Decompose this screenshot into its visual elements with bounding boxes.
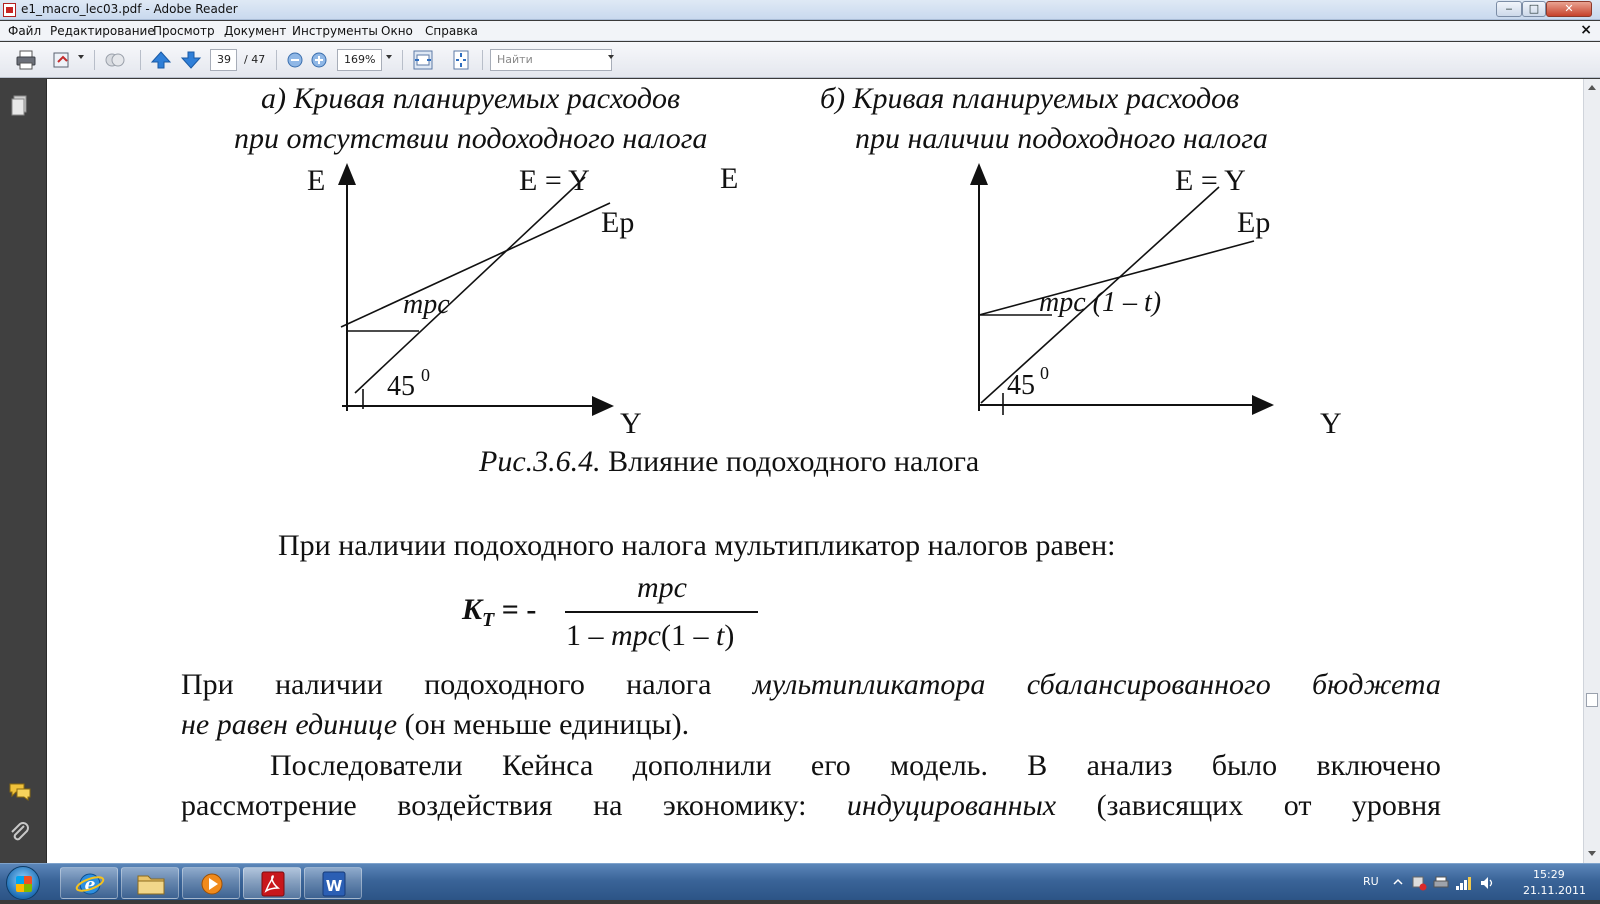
share-icon[interactable] — [51, 49, 73, 71]
vertical-scrollbar[interactable] — [1583, 79, 1600, 863]
graph-a-extra-e-label: E — [720, 162, 739, 195]
language-indicator[interactable]: RU — [1363, 875, 1379, 888]
menu-help[interactable]: Справка — [425, 24, 478, 38]
graph-b-angle-label: 45 — [1007, 370, 1035, 401]
document-close-icon[interactable]: × — [1580, 22, 1592, 38]
navigation-panel — [0, 79, 47, 863]
taskbar — [0, 863, 1600, 900]
graph-b-angle-degree: 0 — [1040, 363, 1049, 383]
minimize-button[interactable]: ‒ — [1496, 1, 1522, 17]
scrollbar-thumb[interactable] — [1586, 693, 1598, 707]
show-hidden-icons-icon[interactable] — [1393, 877, 1403, 887]
svg-text:W: W — [325, 877, 343, 895]
graph-a-angle-degree: 0 — [421, 365, 430, 385]
media-player-icon — [183, 868, 241, 900]
title-bar — [0, 0, 1600, 20]
menu-document[interactable]: Документ — [224, 24, 287, 38]
paragraph-1-line-2: не равен единице (он меньше единицы). — [181, 708, 690, 741]
close-button[interactable]: ✕ — [1546, 1, 1592, 17]
graph-a-x-axis-label: Y — [620, 407, 642, 440]
internet-explorer-icon — [61, 868, 119, 900]
pages-panel-icon[interactable] — [10, 95, 30, 117]
graph-b-slope-label: mpc (1 – t) — [1039, 287, 1162, 318]
fit-page-icon[interactable] — [450, 49, 472, 71]
formula-numerator: mpc — [637, 571, 687, 604]
adobe-reader-icon — [3, 3, 16, 17]
graph-a-angle-label: 45 — [387, 371, 415, 402]
document-page — [47, 79, 1583, 863]
menu-window[interactable]: Окно — [381, 24, 413, 38]
maximize-button[interactable]: □ — [1522, 1, 1546, 17]
figure-caption — [479, 445, 979, 479]
search-input[interactable]: Найти — [490, 49, 612, 71]
graph-b-x-axis-label: Y — [1320, 407, 1342, 440]
search-dropdown-arrow-icon[interactable] — [608, 55, 614, 59]
volume-icon[interactable] — [1479, 875, 1495, 891]
figure-b-title-line2: при наличии подоходного налога — [855, 122, 1268, 155]
graph-b-ep-label: Ep — [1237, 206, 1271, 239]
share-dropdown-arrow-icon[interactable] — [78, 55, 84, 59]
figure-a-title-line2: при отсутствии подоходного налога — [234, 122, 708, 155]
menu-tools[interactable]: Инструменты — [292, 24, 378, 38]
paragraph-2-line-1: Последователи Кейнса дополнили его модель. В анализ было включено — [270, 749, 1441, 782]
menu-edit[interactable]: Редактирование — [50, 24, 155, 38]
scroll-up-icon[interactable] — [1588, 85, 1596, 90]
toolbar — [0, 42, 1600, 78]
figure-caption-number: Рис.3.6.4. — [479, 445, 601, 478]
word-icon — [305, 868, 363, 900]
graph-a-ep-label: Ep — [601, 206, 635, 239]
zoom-dropdown-arrow-icon[interactable] — [386, 55, 392, 59]
comments-icon[interactable] — [8, 781, 32, 803]
zoom-out-icon[interactable] — [284, 49, 306, 71]
menu-view[interactable]: Просмотр — [153, 24, 215, 38]
clock-time[interactable]: 15:29 — [1533, 868, 1565, 881]
zoom-input[interactable]: 169% — [337, 49, 382, 71]
menu-bar — [0, 21, 1600, 41]
page-number-input[interactable]: 39 — [210, 49, 237, 71]
graph-a-slope-label: mpc — [403, 289, 450, 320]
graph-a — [297, 161, 717, 451]
formula-intro: При наличии подоходного налога мультипликатор налогов равен: — [278, 529, 1116, 562]
action-center-icon[interactable] — [1411, 875, 1427, 891]
collaborate-icon — [104, 49, 126, 71]
zoom-in-icon[interactable] — [308, 49, 330, 71]
start-button[interactable] — [6, 866, 40, 900]
network-icon[interactable] — [1455, 875, 1473, 891]
scroll-down-icon[interactable] — [1588, 851, 1596, 856]
window-title: e1_macro_lec03.pdf - Adobe Reader — [21, 2, 238, 16]
svg-text:e: e — [84, 875, 96, 895]
graph-a-y-axis-label: E — [307, 164, 326, 197]
graph-b — [937, 161, 1397, 451]
fraction-bar — [565, 611, 758, 613]
paragraph-1-line-1: При наличии подоходного налога мультипликатора сбалансированного бюджета — [181, 668, 1441, 701]
graph-a-45-line-label: E = Y — [519, 164, 590, 197]
figure-caption-text: Влияние подоходного налога — [600, 445, 980, 478]
formula-denominator: 1 – mpc(1 – t) — [566, 619, 735, 652]
taskbar-adobe-reader[interactable] — [243, 867, 301, 899]
fit-width-icon[interactable] — [412, 49, 434, 71]
paragraph-2-line-2: рассмотрение воздействия на экономику: индуцированных (зависящих от уровня — [181, 789, 1441, 822]
taskbar-word[interactable] — [304, 867, 362, 899]
taskbar-explorer[interactable] — [121, 867, 179, 899]
graph-b-45-line-label: E = Y — [1175, 164, 1246, 197]
print-icon[interactable] — [15, 49, 37, 71]
taskbar-media-player[interactable] — [182, 867, 240, 899]
clock-date[interactable]: 21.11.2011 — [1523, 884, 1586, 897]
figure-b-title-line1: б) Кривая планируемых расходов — [820, 82, 1240, 115]
previous-page-icon[interactable] — [150, 49, 172, 71]
taskbar-internet-explorer[interactable] — [60, 867, 118, 899]
folder-icon — [122, 868, 180, 900]
adobe-reader-icon — [244, 868, 302, 900]
figure-a-title-line1: а) Кривая планируемых расходов — [261, 82, 681, 115]
page-total: / 47 — [244, 53, 266, 66]
printer-tray-icon[interactable] — [1433, 875, 1449, 891]
attachments-icon[interactable] — [8, 821, 32, 845]
menu-file[interactable]: Файл — [8, 24, 42, 38]
next-page-icon[interactable] — [180, 49, 202, 71]
formula-lhs: $K_T$ = - — [462, 593, 537, 631]
